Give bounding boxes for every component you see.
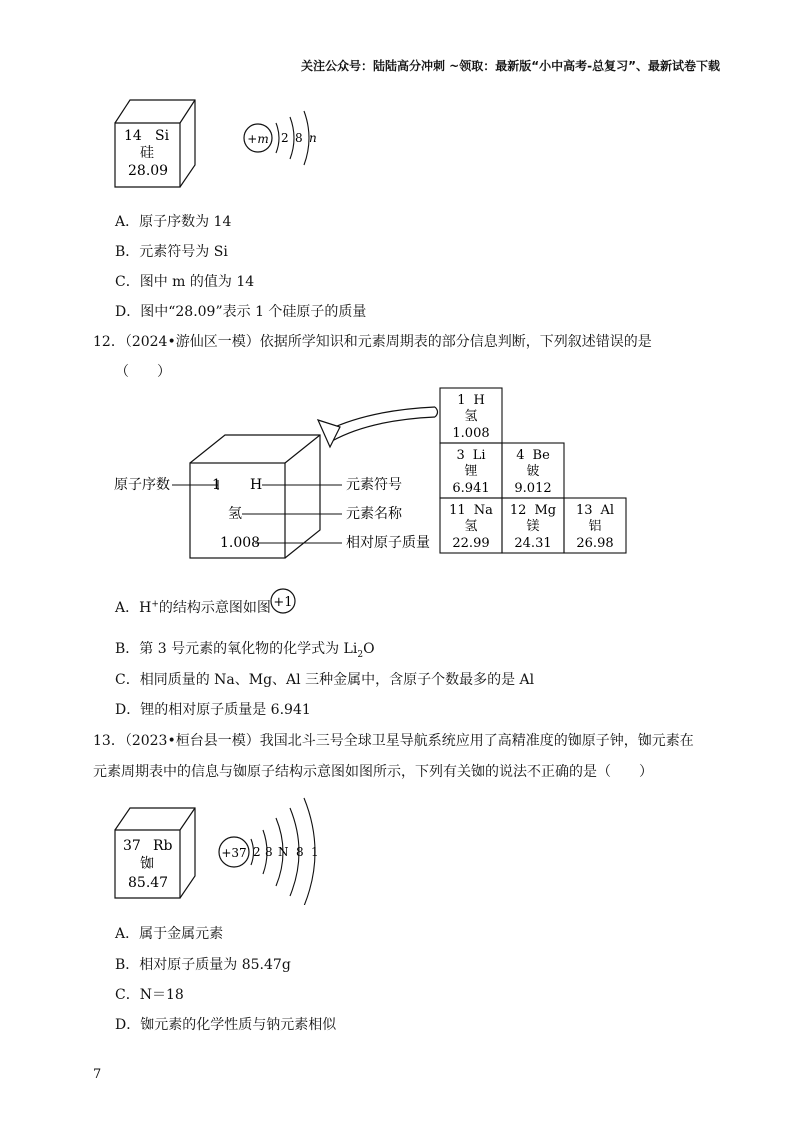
q11-option-a: A．原子序数为 14 — [115, 214, 232, 230]
q12-cube-number: 1 — [212, 477, 221, 493]
q12-stem-line1: 12．（2024•游仙区一模）依据所学知识和元素周期表的部分信息判断，下列叙述错误的是 — [93, 334, 652, 350]
q12-cell-be-header: 4 Be — [516, 448, 550, 463]
q12-cell-li-mass: 6.941 — [452, 481, 490, 496]
q12-cell-mg-name: 镁 — [526, 519, 540, 534]
q12-option-b — [115, 638, 375, 660]
q12-label-symbol: 元素符号 — [346, 477, 402, 493]
q12-option-d: D．锂的相对原子质量是 6.941 — [115, 702, 311, 718]
q13-shell-3: N — [278, 845, 289, 859]
q12-stem-line2: （ ） — [115, 364, 171, 380]
q11-box-name: 硅 — [140, 145, 154, 161]
q13-option-b: B．相对原子质量为 85.47g — [115, 957, 291, 973]
q12-arrow — [318, 407, 438, 447]
q11-box-number: 14 — [124, 128, 142, 144]
q12-cell-na-header: 11 Na — [449, 503, 493, 518]
q11-nucleus: +m — [247, 132, 269, 146]
q12-cell-al-name: 铝 — [588, 519, 602, 534]
q13-box-number: 37 — [123, 838, 141, 854]
q13-shell-2: 8 — [265, 845, 273, 859]
q13-stem-line1: 13．（2023•桓台县一模）我国北斗三号全球卫星导航系统应用了高精准度的铷原子钟，铷元素在 — [93, 733, 694, 749]
q11-atom-diagram — [244, 111, 317, 165]
q12-option-b-post: O — [363, 641, 375, 657]
q12-option-a-sup: + — [151, 599, 159, 610]
q11-figure — [100, 95, 340, 195]
q12-cell-h-name: 氢 — [464, 409, 478, 424]
q12-option-a-pre: A．H — [115, 600, 152, 616]
q13-box-symbol: Rb — [153, 838, 173, 854]
q11-shell-2: 8 — [295, 131, 303, 145]
q13-shell-1: 2 — [253, 845, 261, 859]
q12-cube-mass: 1.008 — [220, 535, 261, 551]
q12-cell-li-name: 锂 — [464, 464, 478, 479]
q12-cell-na-mass: 22.99 — [452, 536, 490, 551]
q11-option-d: D．图中“28.09”表示 1 个硅原子的质量 — [115, 304, 367, 320]
q12-cell-na-name: 氢 — [464, 519, 478, 534]
q13-stem-line2: 元素周期表中的信息与铷原子结构示意图如图所示，下列有关铷的说法不正确的是（ ） — [93, 764, 653, 780]
q13-nucleus: +37 — [221, 846, 247, 860]
q12-option-c: C．相同质量的 Na、Mg、Al 三种金属中，含原子个数最多的是 Al — [115, 672, 535, 688]
q11-option-b: B．元素符号为 Si — [115, 244, 228, 260]
q13-shell-4: 8 — [296, 845, 304, 859]
q11-option-c: C．图中 m 的值为 14 — [115, 274, 255, 290]
page-number: 7 — [93, 1067, 102, 1082]
q12-option-b-pre: B．第 3 号元素的氧化物的化学式为 Li — [115, 641, 358, 657]
q13-box-name: 铷 — [140, 856, 154, 872]
q12-cell-al-header: 13 Al — [575, 503, 615, 518]
q12-cell-mg-header: 12 Mg — [509, 503, 557, 518]
q12-label-name: 元素名称 — [346, 506, 402, 522]
q13-figure — [100, 790, 340, 905]
q12-cell-mg-mass: 24.31 — [514, 536, 552, 551]
q12-label-mass: 相对原子质量 — [346, 535, 430, 551]
q11-shell-1: 2 — [281, 131, 289, 145]
q11-shell-3: n — [309, 131, 317, 145]
q13-box-mass: 85.47 — [128, 875, 169, 891]
q12-cell-be-name: 铍 — [526, 464, 540, 479]
q12-cell-h-header: 1 H — [457, 393, 485, 408]
q12-label-number: 原子序数 — [114, 477, 170, 493]
q12-cell-be-mass: 9.012 — [514, 481, 552, 496]
q12-option-b-sub: 2 — [357, 649, 364, 660]
q13-option-a: A．属于金属元素 — [115, 926, 224, 942]
q12-cell-li-header: 3 Li — [456, 448, 486, 463]
q12-cube-symbol: H — [250, 477, 263, 493]
q12-option-a-post: 的结构示意图如图 — [158, 600, 271, 616]
q12-cell-h-mass: 1.008 — [452, 426, 490, 441]
q13-option-d: D．铷元素的化学性质与钠元素相似 — [115, 1017, 337, 1033]
q12-option-a — [115, 597, 271, 617]
q11-box-mass: 28.09 — [128, 163, 169, 179]
q12-figure — [100, 385, 660, 585]
q12-h-ion-label: +1 — [273, 595, 293, 610]
page-header: 关注公众号：陆陆高分冲刺 ~领取：最新版“小中高考-总复习”、最新试卷下载 — [301, 59, 720, 73]
q13-shell-5: 1 — [311, 845, 319, 859]
q13-atom-diagram — [219, 798, 319, 905]
q12-h-ion-diagram — [268, 586, 298, 616]
q13-option-c: C．N＝18 — [115, 987, 184, 1003]
q11-box-symbol: Si — [155, 128, 170, 144]
q12-cube-name: 氢 — [228, 506, 242, 522]
q12-cell-al-mass: 26.98 — [576, 536, 614, 551]
